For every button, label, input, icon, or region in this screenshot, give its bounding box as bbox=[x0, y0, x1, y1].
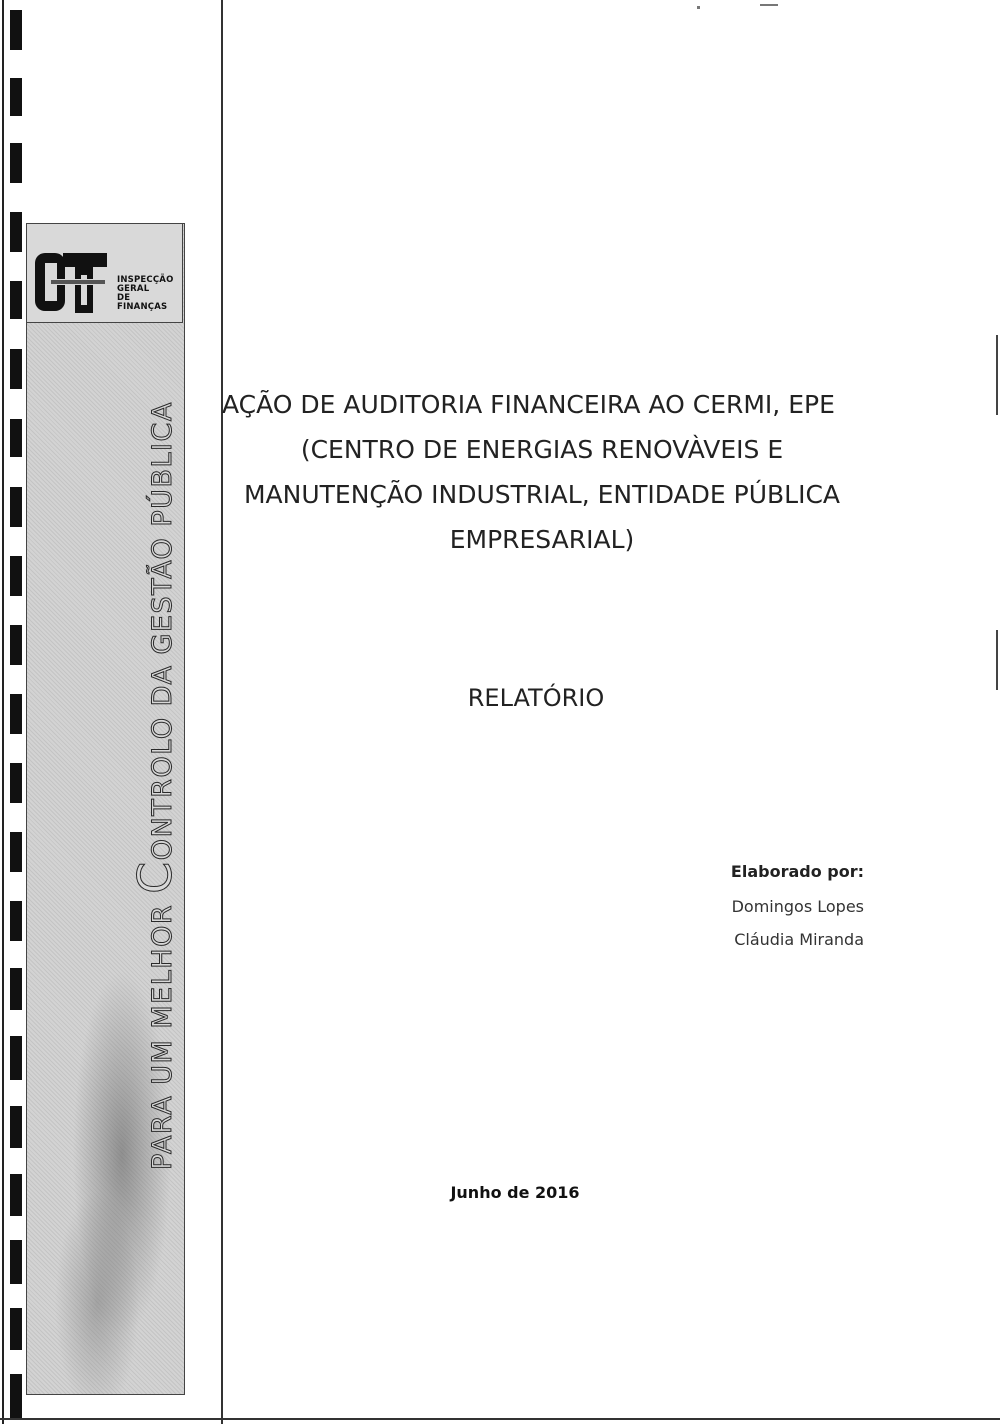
binding-mark bbox=[10, 78, 22, 116]
binding-mark bbox=[10, 901, 22, 941]
binding-mark bbox=[10, 1106, 22, 1148]
binding-mark bbox=[10, 1374, 22, 1418]
binding-mark bbox=[10, 1308, 22, 1350]
logo-text bbox=[117, 276, 182, 312]
binding-mark bbox=[10, 625, 22, 665]
binding-mark bbox=[10, 556, 22, 596]
title-line: EMPRESARIAL) bbox=[449, 525, 635, 554]
sidebar-slogan bbox=[128, 401, 182, 1170]
logo-line: GERAL bbox=[117, 284, 150, 294]
igf-logo-icon bbox=[35, 249, 109, 315]
scan-speck bbox=[697, 6, 700, 9]
binding-mark bbox=[10, 419, 22, 457]
logo-line: INSPECÇÃO bbox=[117, 275, 174, 285]
author-name: Cláudia Miranda bbox=[734, 930, 864, 949]
slogan-rest: ONTROLO DA GESTÃO PÚBLICA bbox=[147, 401, 178, 861]
margin-mark bbox=[996, 630, 998, 690]
logo-line: DE FINANÇAS bbox=[117, 293, 168, 312]
binding-mark bbox=[10, 694, 22, 734]
slogan-initial: C bbox=[128, 860, 182, 894]
binding-edge-line bbox=[2, 0, 4, 1424]
binding-mark bbox=[10, 143, 22, 183]
vertical-rule bbox=[221, 0, 223, 1424]
document-date: Junho de 2016 bbox=[450, 1183, 580, 1202]
binding-mark bbox=[10, 1240, 22, 1284]
binding-mark bbox=[10, 10, 22, 50]
title-line: AÇÃO DE AUDITORIA FINANCEIRA AO CERMI, EPE bbox=[222, 390, 835, 419]
binding-mark bbox=[10, 487, 22, 527]
binding-mark bbox=[10, 763, 22, 803]
slogan-prefix: PARA UM MELHOR bbox=[147, 893, 178, 1170]
binding-mark bbox=[10, 968, 22, 1010]
prepared-by-label: Elaborado por: bbox=[730, 862, 864, 881]
author-name: Domingos Lopes bbox=[731, 897, 864, 916]
title-line: MANUTENÇÃO INDUSTRIAL, ENTIDADE PÚBLICA bbox=[243, 480, 841, 509]
igf-logo bbox=[26, 223, 183, 323]
binding-mark bbox=[10, 349, 22, 389]
binding-mark bbox=[10, 1174, 22, 1216]
scan-speck bbox=[760, 4, 778, 6]
title-line: (CENTRO DE ENERGIAS RENOVÀVEIS E bbox=[300, 435, 784, 464]
bottom-rule bbox=[0, 1418, 1000, 1420]
document-type: RELATÓRIO bbox=[467, 684, 605, 712]
margin-mark bbox=[996, 335, 998, 415]
binding-mark bbox=[10, 1036, 22, 1080]
credits-block bbox=[700, 862, 864, 963]
document-title bbox=[222, 382, 862, 562]
binding-mark bbox=[10, 212, 22, 252]
binding-mark bbox=[10, 281, 22, 319]
binding-mark bbox=[10, 832, 22, 872]
